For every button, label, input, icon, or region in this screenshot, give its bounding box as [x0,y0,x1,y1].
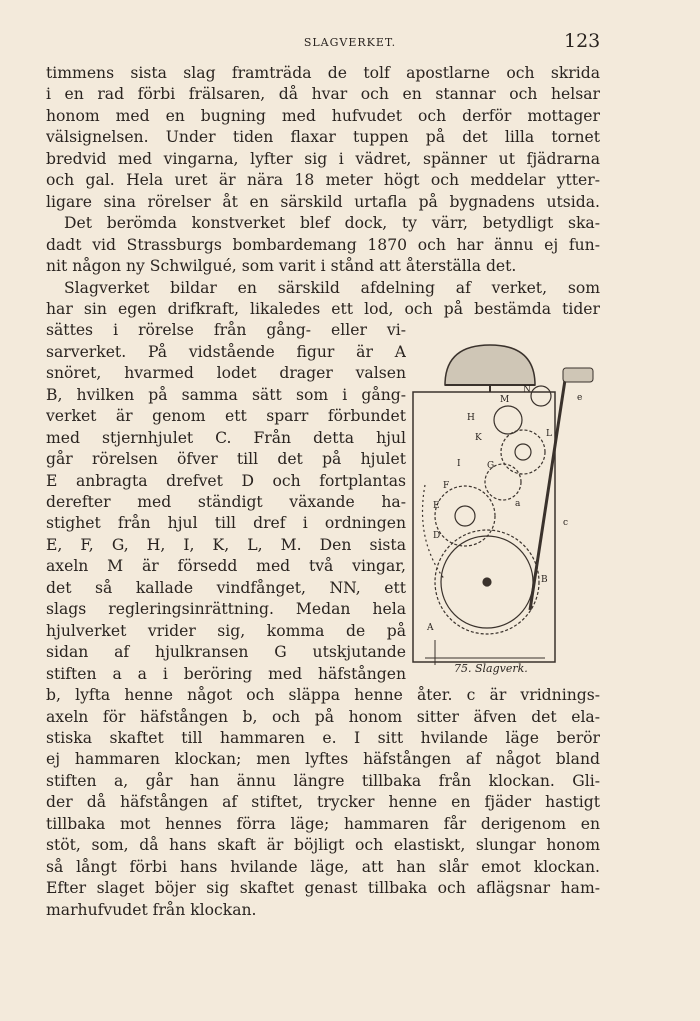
text-line: sarverket. På vidstående figur är A [46,342,406,361]
text-line: slags regleringsinrättning. Medan hela [46,600,406,619]
text-line: sidan af hjulkransen G utskjutande [46,643,406,662]
label-D: D [433,531,441,541]
text-line: der då häfstången af stiftet, trycker henne en fjäder hastigt [46,793,600,812]
label-B: B [541,575,548,585]
text-line: välsignelsen. Under tiden flaxar tuppen på det lilla tornet [46,128,600,147]
label-A: A [427,623,434,633]
text-line: det så kallade vindfånget, NN, ett [46,578,406,597]
label-G: G [487,461,495,471]
figure-strike-train [405,340,602,670]
text-line: nit någon ny Schwilgué, som varit i stånd att återställa det. [46,257,517,276]
text-line: b, lyfta henne något och släppa henne åter. c är vridnings- [46,686,600,705]
text-line: sättes i rörelse från gång- eller vi- [46,321,406,340]
text-line: ligare sina rörelser åt en särskild urtafla på bygnadens utsida. [46,192,600,211]
text-line: bredvid med vingarna, lyfter sig i vädret, spänner ut fjädrarna [46,149,600,168]
text-line: stiften a a i beröring med häfstången [46,664,406,683]
label-N: N [523,385,531,395]
label-I: I [457,459,461,469]
text-line: och gal. Hela uret är nära 18 meter högt och meddelar ytter- [46,171,600,190]
label-F: F [443,481,450,491]
label-e: e [577,393,583,403]
text-line: E, F, G, H, I, K, L, M. Den sista [46,535,406,554]
text-line: dadt vid Strassburgs bombardemang 1870 och har ännu ej fun- [46,235,600,254]
text-line: stighet från hjul till dref i ordningen [46,514,406,533]
text-line: E anbragta drefvet D och fortplantas [46,471,406,490]
text-line: honom med en bugning med hufvudet och derför mottager [46,106,600,125]
text-line: i en rad förbi frälsaren, då hvar och en stannar och helsar [46,85,600,104]
gear-m [494,406,522,434]
text-line: går rörelsen öfver till det på hjulet [46,450,406,469]
text-line: axeln för häfstången b, och på honom sitter äfven det ela- [46,707,600,726]
text-line: så långt förbi hans hvilande läge, att han slår emot klockan. [46,857,600,876]
text-line: Efter slaget böjer sig skaftet genast tillbaka och aflägsnar ham- [46,879,600,898]
text-line: tillbaka mot hennes förra läge; hammaren får derigenom en [46,814,600,833]
text-line: stöt, som, då hans skaft är böjligt och elastiskt, slungar honom [46,836,600,855]
page-number: 123 [564,30,601,52]
text-line: B, hvilken på samma sätt som i gång- [46,385,406,404]
text-line: stiften a, går han ännu längre tillbaka från klockan. Gli- [46,771,600,790]
label-a: a [515,499,521,509]
label-L: L [546,429,552,439]
text-line: timmens sista slag framträda de tolf apostlarne och skrida [46,64,600,82]
figure-caption: 75. Slagverk. [454,662,528,675]
bell-shape [445,345,535,385]
frame-plate [413,392,555,662]
text-line: stiska skaftet till hammaren e. I sitt hvilande läge berör [46,728,600,747]
label-K: K [475,433,482,443]
label-E: E [433,501,440,511]
label-c: c [563,518,569,528]
label-M: M [500,395,510,405]
text-line: derefter med ständigt växande ha- [46,493,406,511]
text-line: med stjernhjulet C. Från detta hjul [46,428,406,447]
gear-g [435,486,495,546]
text-line: Det berömda konstverket blef dock, ty värr, betydligt ska- [64,214,600,233]
text-line: verket är genom ett sparr förbundet [46,407,406,426]
text-line: har sin egen drifkraft, likaledes ett lod, och på bestämda tider [46,299,600,318]
text-line: hjulverket vrider sig, komma de på [46,621,406,640]
gear-n [531,386,551,406]
text-line: Slagverket bildar en särskild afdelning af verket, som [64,278,600,297]
text-line: ej hammaren klockan; men lyftes häfstången af något bland [46,750,600,769]
text-line: snöret, hvarmed lodet drager valsen [46,364,406,383]
text-line: marhufvudet från klockan. [46,900,257,919]
hammer-head [563,368,593,382]
label-H: H [467,413,475,423]
running-title: SLAGVERKET. [303,36,397,49]
text-line: axeln M är försedd med två vingar, [46,557,406,576]
gear-k [501,430,545,474]
clockwork-illustration [405,340,602,670]
